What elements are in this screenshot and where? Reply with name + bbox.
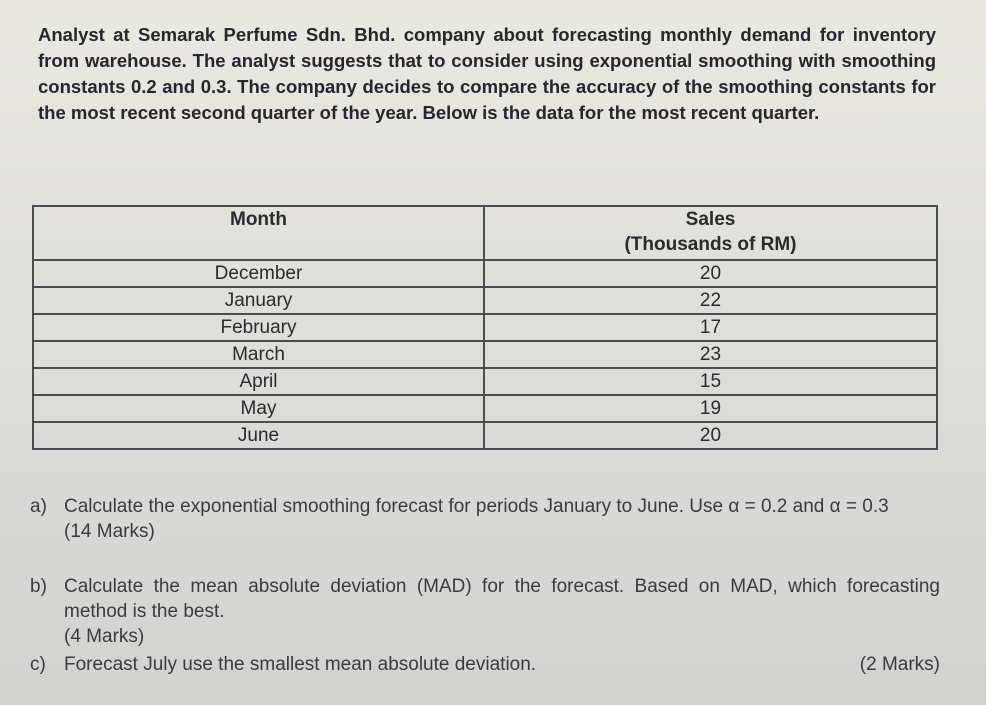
table-header-row — [33, 206, 937, 260]
question-a — [30, 494, 940, 544]
sales-cell: 22 — [484, 287, 937, 314]
question-marks: (4 Marks) — [64, 626, 145, 647]
table-row — [33, 260, 937, 287]
month-cell: February — [33, 314, 484, 341]
sales-cell: 17 — [484, 314, 937, 341]
sales-header — [484, 206, 937, 260]
question-marks: (2 Marks) — [859, 654, 940, 675]
table-row — [33, 287, 937, 314]
sales-header-line2: (Thousands of RM) — [624, 234, 797, 255]
month-cell: December — [33, 260, 484, 287]
intro-paragraph: Analyst at Semarak Perfume Sdn. Bhd. company about forecasting monthly demand for inventory from warehouse. The analyst suggests that to consider using exponential smoothing with smoothing constants 0.2 and 0.3. The company decides to compare the accuracy of the smoothing constants for the most recent second quarter of the year. Below is the data for the most recent quarter. — [38, 24, 936, 123]
sales-cell: 15 — [484, 368, 937, 395]
sales-cell: 20 — [484, 422, 937, 449]
table-row — [33, 395, 937, 422]
table-row — [33, 422, 937, 449]
sales-cell: 23 — [484, 341, 937, 368]
question-text: Calculate the mean absolute deviation (MAD) for the forecast. Based on MAD, which forecasting method is the best. — [64, 576, 940, 622]
month-header: Month — [33, 206, 484, 260]
sales-header-line1: Sales — [685, 209, 736, 230]
question-letter: b) — [30, 576, 47, 597]
month-cell: June — [33, 422, 484, 449]
question-marks: (14 Marks) — [64, 521, 155, 542]
sales-cell: 20 — [484, 260, 937, 287]
question-letter: a) — [30, 496, 47, 517]
table-row — [33, 314, 937, 341]
month-cell: March — [33, 341, 484, 368]
month-cell: May — [33, 395, 484, 422]
table-row — [33, 341, 937, 368]
question-c — [30, 652, 940, 677]
sales-table — [32, 205, 938, 450]
question-text: Forecast July use the smallest mean absolute deviation. — [64, 654, 537, 675]
month-cell: April — [33, 368, 484, 395]
sales-cell: 19 — [484, 395, 937, 422]
month-cell: January — [33, 287, 484, 314]
table-row — [33, 368, 937, 395]
question-text: Calculate the exponential smoothing forecast for periods January to June. Use α = 0.2 and α = 0.3 — [64, 496, 889, 517]
question-letter: c) — [30, 654, 46, 675]
question-b — [30, 574, 940, 649]
